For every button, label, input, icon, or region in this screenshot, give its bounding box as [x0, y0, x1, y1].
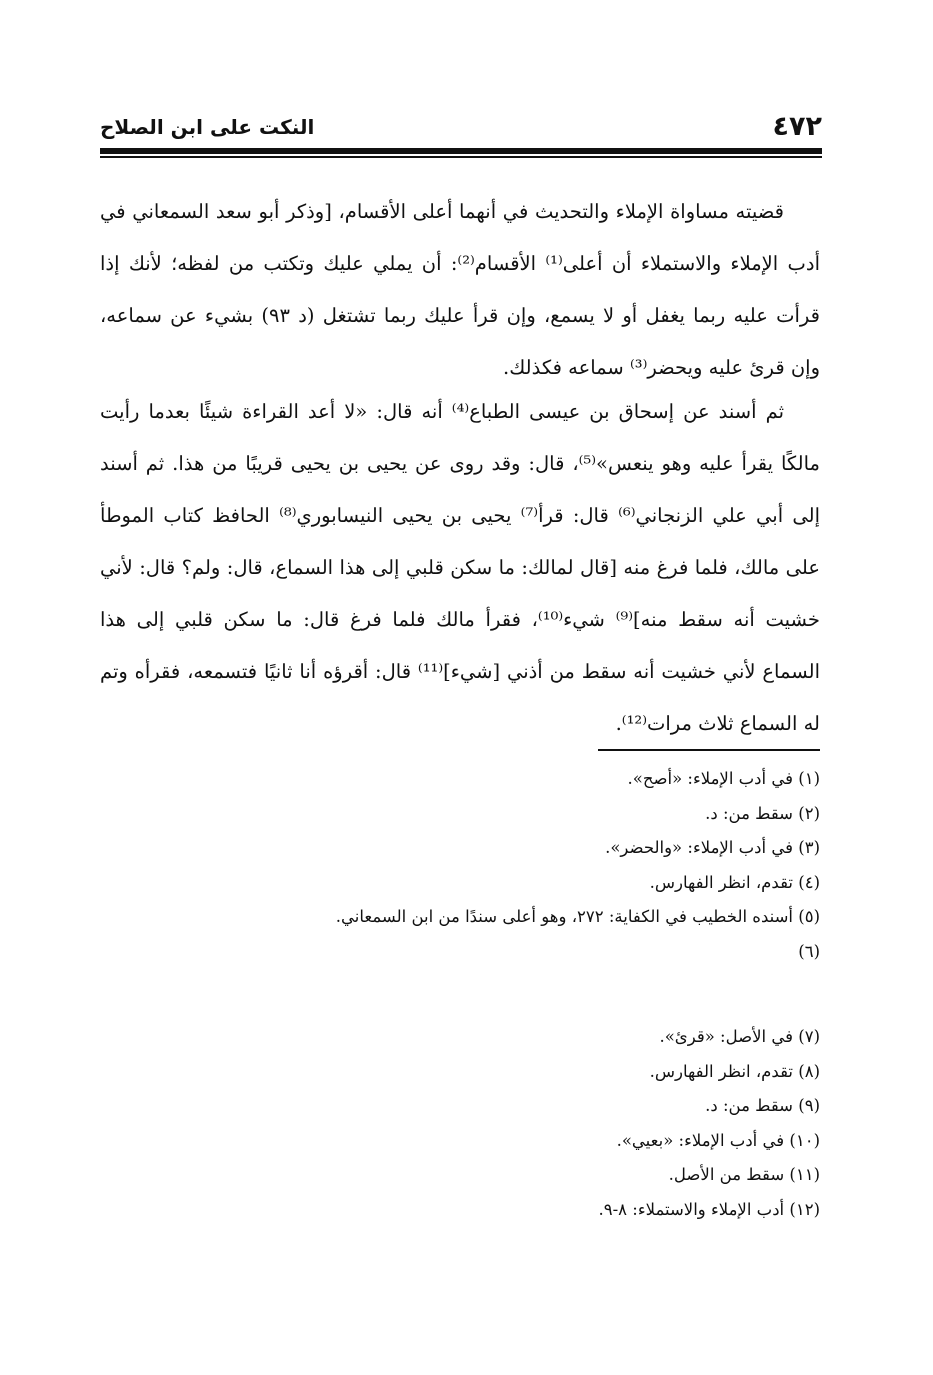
footnote: (٤) تقدم، انظر الفهارس. — [649, 872, 820, 892]
footnote: (٨) تقدم، انظر الفهارس. — [649, 1061, 820, 1081]
footnote: (٣) في أدب الإملاء: «والحضر». — [605, 838, 820, 857]
header-rule-thin — [100, 156, 822, 158]
footnote: (١١) سقط من الأصل. — [668, 1165, 820, 1184]
main-text-paragraph-1 — [100, 186, 820, 394]
footnote: (٥) أسنده الخطيب في الكفاية: ٢٧٢، وهو أعلى سندًا من ابن السمعاني. — [335, 907, 820, 926]
page-header — [100, 108, 822, 144]
header-rule-thick — [100, 148, 822, 154]
paragraph: قضيته مساواة الإملاء والتحديث في أنهما أعلى الأقسام، [وذكر أبو سعد السمعاني في أدب الإملاء والاستملاء أن أعلى⁽¹⁾ الأقسام⁽²⁾: أن يملي عليك وتكتب من لفظه؛ لأنك إذا قرأت عليه ربما يغفل أو لا يسمع، وإن قرأ عليك ربما تشتغل (د ٩٣) بشيء عن سماعه، وإن قرئ عليه ويحضر⁽³⁾ سماعه فكذلك. — [100, 200, 820, 379]
footnotes-list-continued — [100, 1020, 820, 1227]
paragraph: ثم أسند عن إسحاق بن عيسى الطباع⁽⁴⁾ أنه قال: «لا أعد القراءة شيئًا بعدما رأيت مالكًا يقرأ عليه وهو ينعس»⁽⁵⁾، قال: وقد روى عن يحيى بن يحيى قريبًا من هذا. ثم أسند إلى أبي علي الزنجاني⁽⁶⁾ قال: قرأ⁽⁷⁾ يحيى بن يحيى النيسابوري⁽⁸⁾ الحافظ كتاب الموطأ على مالك، فلما فرغ منه [قال لمالك: ما سكن قلبي إلى هذا السماع، قال: ولم؟ قال: لأني خشيت أنه سقط منه]⁽⁹⁾ شيء⁽¹⁰⁾، فقرأ مالك فلما فرغ قال: ما سكن قلبي إلى هذا السماع لأني خشيت أنه سقط من أذني [شيء]⁽¹¹⁾ قال: أقرؤه أنا ثانيًا فتسمعه، فقرأه وتم له السماع ثلاث مرات⁽¹²⁾. — [100, 400, 821, 735]
footnote: (١٢) أدب الإملاء والاستملاء: ٨-٩. — [598, 1199, 820, 1219]
footnote: (٦) — [798, 941, 820, 961]
footnote: (٧) في الأصل: «قرئ». — [659, 1027, 820, 1046]
running-title: النكت على ابن الصلاح — [100, 115, 315, 139]
footnote: (١٠) في أدب الإملاء: «بعيي». — [616, 1130, 820, 1150]
page-number: ٤٧٢ — [772, 111, 822, 142]
main-text-paragraph-2 — [100, 386, 820, 750]
footnote: (١) في أدب الإملاء: «أصح». — [627, 769, 820, 788]
footnotes-list — [100, 762, 820, 969]
footnote: (٩) سقط من: د. — [705, 1096, 820, 1115]
footnote: (٢) سقط من: د. — [705, 803, 820, 823]
footnote-separator — [598, 749, 820, 751]
